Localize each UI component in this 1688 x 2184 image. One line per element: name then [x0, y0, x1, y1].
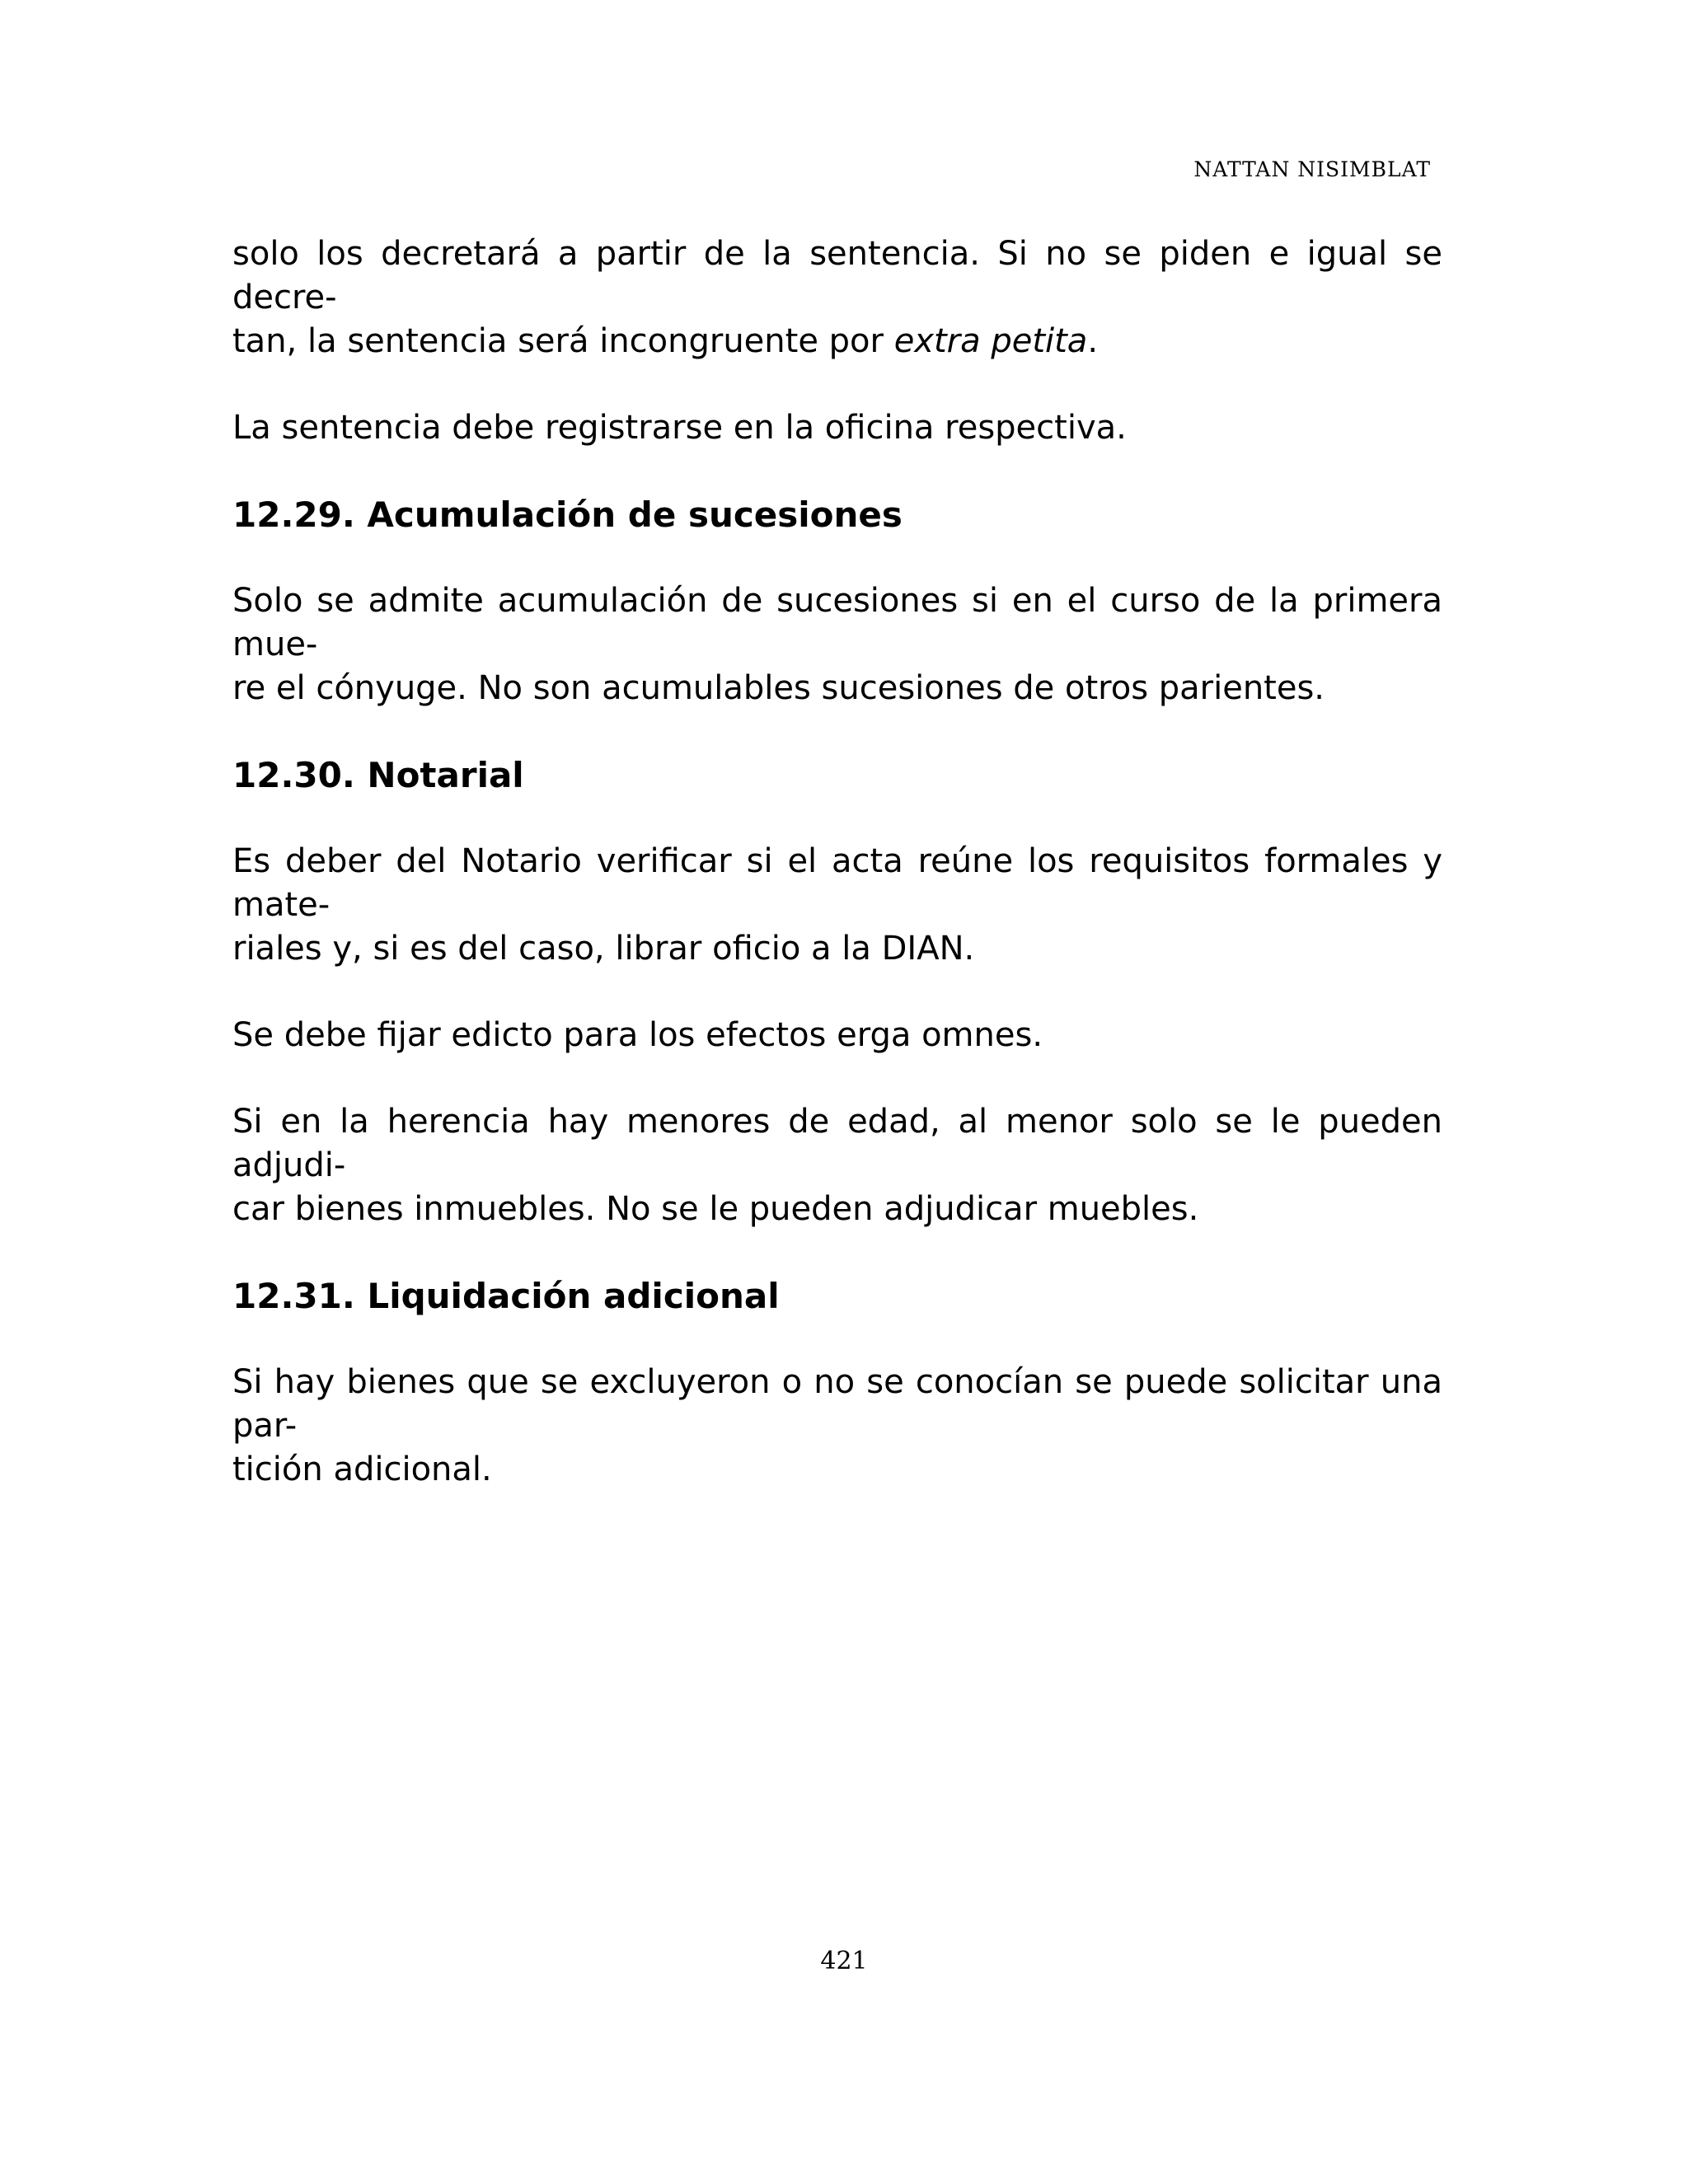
running-header-author: NATTAN NISIMBLAT	[1193, 157, 1431, 181]
text-line: Si en la herencia hay menores de edad, al menor solo se le pueden adjudi-	[232, 1103, 1442, 1184]
section-heading-12-31: 12.31. Liquidación adicional	[232, 1276, 780, 1316]
italic-term: extra petita	[893, 322, 1088, 360]
paragraph-edicto	[232, 1014, 1442, 1057]
section-heading-12-29: 12.29. Acumulación de sucesiones	[232, 494, 903, 535]
text-line: car bienes inmuebles. No se le pueden adjudicar muebles.	[232, 1190, 1199, 1228]
text-line: Si hay bienes que se excluyeron o no se conocían se puede solicitar una par-	[232, 1363, 1442, 1445]
text-line: tición adicional.	[232, 1451, 492, 1488]
paragraph-registro-sentencia	[232, 406, 1442, 450]
section-heading-12-30: 12.30. Notarial	[232, 755, 524, 795]
text-line: riales y, si es del caso, librar oficio a la DIAN.	[232, 930, 975, 968]
paragraph-deber-notario	[232, 840, 1442, 971]
text-line: solo los decretará a partir de la sentencia. Si no se piden e igual se decre-	[232, 235, 1442, 316]
body-text	[232, 232, 1442, 1535]
text-line: Se debe fijar edicto para los efectos erga omnes.	[232, 1016, 1043, 1054]
paragraph-sentencia-extra-petita	[232, 232, 1442, 363]
text-line	[232, 320, 1442, 363]
text-line: re el cónyuge. No son acumulables sucesiones de otros parientes.	[232, 669, 1325, 707]
paragraph-particion-adicional	[232, 1361, 1442, 1492]
text-line: Solo se admite acumulación de sucesiones si en el curso de la primera mue-	[232, 582, 1442, 663]
text-run: .	[1087, 322, 1099, 360]
paragraph-menores-de-edad	[232, 1100, 1442, 1231]
text-line: La sentencia debe registrarse en la oficina respectiva.	[232, 409, 1127, 447]
paragraph-acumulacion	[232, 579, 1442, 710]
text-run: tan, la sentencia será incongruente por	[232, 322, 894, 360]
text-line: Es deber del Notario verificar si el acta reúne los requisitos formales y mate-	[232, 842, 1442, 924]
page-number: 421	[820, 1947, 868, 1975]
